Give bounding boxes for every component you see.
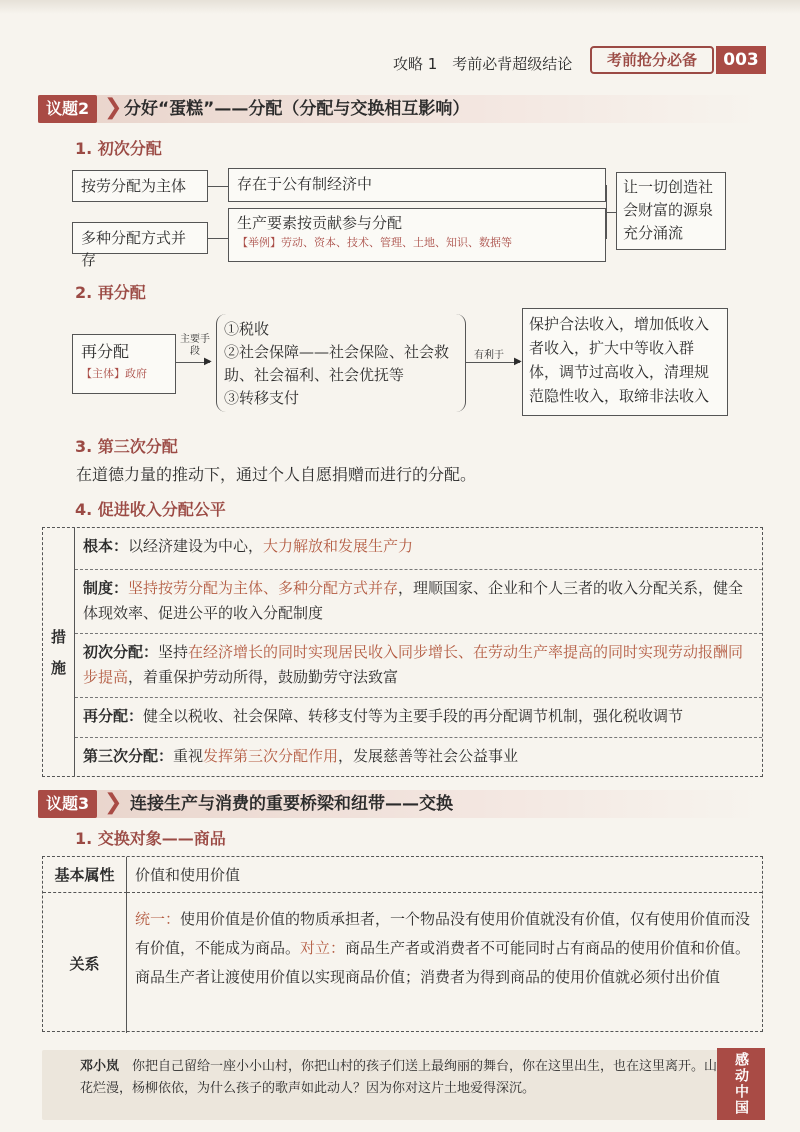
measures-side-char: 施 (50, 659, 66, 677)
attr-label: 基本属性 (43, 857, 127, 893)
opposition-text: 商品生产者或消费者不可能同时占有商品的使用价值和价值。商品生产者让渡使用价值以实现商品价值；消费者为得到商品的使用价值就必须付出价值 (135, 939, 751, 986)
means-item-transfer: ③转移支付 (224, 389, 300, 407)
means-item-tax: ①税收 (224, 320, 270, 338)
connector-line (606, 212, 616, 213)
measure-highlight: 发挥第三次分配作用 (203, 747, 339, 765)
relation-label: 关系 (43, 893, 127, 1033)
box-factors-of-production (228, 208, 606, 262)
measures-side-label (43, 528, 75, 776)
topic3-title: 连接生产与消费的重要桥梁和纽带——交换 (130, 794, 453, 814)
redistribution-subject: 【主体】政府 (81, 367, 147, 380)
measure-row (75, 698, 762, 738)
measure-highlight: 大力解放和发展生产力 (263, 537, 414, 555)
footer-side-label: 感动中国 (717, 1048, 765, 1120)
section-heading-redistribution: 2. 再分配 (75, 283, 146, 302)
measure-text: ，着重保护劳动所得，鼓励勤劳守法致富 (128, 668, 399, 686)
box-redistribution (72, 334, 176, 394)
measure-text: 健全以税收、社会保障、转移支付等为主要手段的再分配调节机制，强化税收调节 (143, 707, 684, 725)
box-labor-distribution: 按劳分配为主体 (72, 170, 208, 202)
topic3-tag: 议题3 (38, 790, 97, 818)
box-public-economy: 存在于公有制经济中 (228, 168, 606, 202)
measures-table (42, 527, 763, 777)
opposition-label: 对立： (300, 939, 346, 957)
measure-label: 第三次分配： (83, 747, 174, 765)
section-heading-fair-distribution: 4. 促进收入分配公平 (75, 500, 226, 519)
connector-line (208, 238, 228, 239)
connector-line (208, 186, 228, 187)
measure-row (75, 570, 762, 634)
chapter-title: 攻略 1 考前必背超级结论 (393, 55, 573, 73)
section-heading-third-distribution: 3. 第三次分配 (75, 437, 178, 456)
measure-label: 再分配： (83, 707, 144, 725)
page-top-edge (0, 0, 800, 14)
page-number: 003 (716, 46, 766, 74)
means-label: 主要手段 (180, 334, 210, 357)
box-wealth-sources: 让一切创造社会财富的源泉充分涌流 (616, 172, 726, 250)
chevron-right-icon: ❯ (104, 95, 123, 120)
measure-text: ，理顺国家、企业和个人三者的收入分配关系，健全体现效率、促进公平的收入分配制度 (83, 579, 744, 622)
arrow-right-icon: ▶ (514, 356, 522, 367)
commodity-table (42, 856, 763, 1032)
unity-label: 统一： (135, 910, 181, 928)
means-list (224, 318, 464, 410)
topic2-tag: 议题2 (38, 95, 97, 123)
box-redistribution-result: 保护合法收入，增加低收入者收入，扩大中等收入群体，调节过高收入，清理规范隐性收入，取缔非法收入 (522, 308, 728, 416)
measure-highlight: 在经济增长的同时实现居民收入同步增长、在劳动生产率提高的同时实现劳动报酬同步提高 (83, 643, 744, 686)
topic2-title: 分好“蛋糕”——分配（分配与交换相互影响） (124, 99, 470, 119)
benefit-label: 有利于 (474, 350, 504, 361)
arrow-right-icon: ▶ (204, 356, 212, 367)
footer-text: 你把自己留给一座小小山村，你把山村的孩子们送上最绚丽的舞台，你在这里出生，也在这里离开。山花烂漫，杨柳依依，为什么孩子的歌声如此动人？因为你对这片土地爱得深沉。 (80, 1059, 718, 1096)
footer-quote (80, 1056, 720, 1100)
third-distribution-text: 在道德力量的推动下，通过个人自愿捐赠而进行的分配。 (76, 465, 477, 484)
chevron-right-icon: ❯ (104, 790, 123, 815)
relation-value (127, 901, 762, 996)
measure-row (75, 738, 762, 778)
arrow-line (466, 362, 520, 363)
header-badge: 考前抢分必备 (590, 46, 714, 74)
factors-text: 生产要素按贡献参与分配 (237, 214, 403, 232)
unity-text: 使用价值是价值的物质承担者，一个物品没有使用价值就没有价值，仅有使用价值而没有价值，不能成为商品。 (135, 910, 751, 957)
redistribution-label: 再分配 (81, 342, 130, 361)
measure-text: 重视 (173, 747, 204, 765)
section-heading-primary-distribution: 1. 初次分配 (75, 139, 162, 158)
measure-label: 根本： (83, 537, 129, 555)
factors-example: 【举例】劳动、资本、技术、管理、土地、知识、数据等 (237, 236, 512, 249)
measure-text: ，发展慈善等社会公益事业 (338, 747, 519, 765)
measure-label: 初次分配： (83, 643, 159, 661)
measure-text: 坚持 (158, 643, 189, 661)
measure-row (75, 634, 762, 698)
measure-row (75, 528, 762, 570)
attr-value: 价值和使用价值 (127, 857, 762, 893)
measures-side-char: 措 (50, 628, 66, 646)
measure-label: 制度： (83, 579, 129, 597)
section-heading-commodity: 1. 交换对象——商品 (75, 829, 226, 848)
measure-text: 以经济建设为中心， (128, 537, 264, 555)
means-item-social-security: ②社会保障——社会保险、社会救助、社会福利、社会优抚等 (224, 343, 450, 384)
footer-name: 邓小岚 (80, 1059, 120, 1074)
box-multiple-distribution: 多种分配方式并存 (72, 222, 208, 254)
measure-highlight: 坚持按劳分配为主体、多种分配方式并存 (128, 579, 399, 597)
